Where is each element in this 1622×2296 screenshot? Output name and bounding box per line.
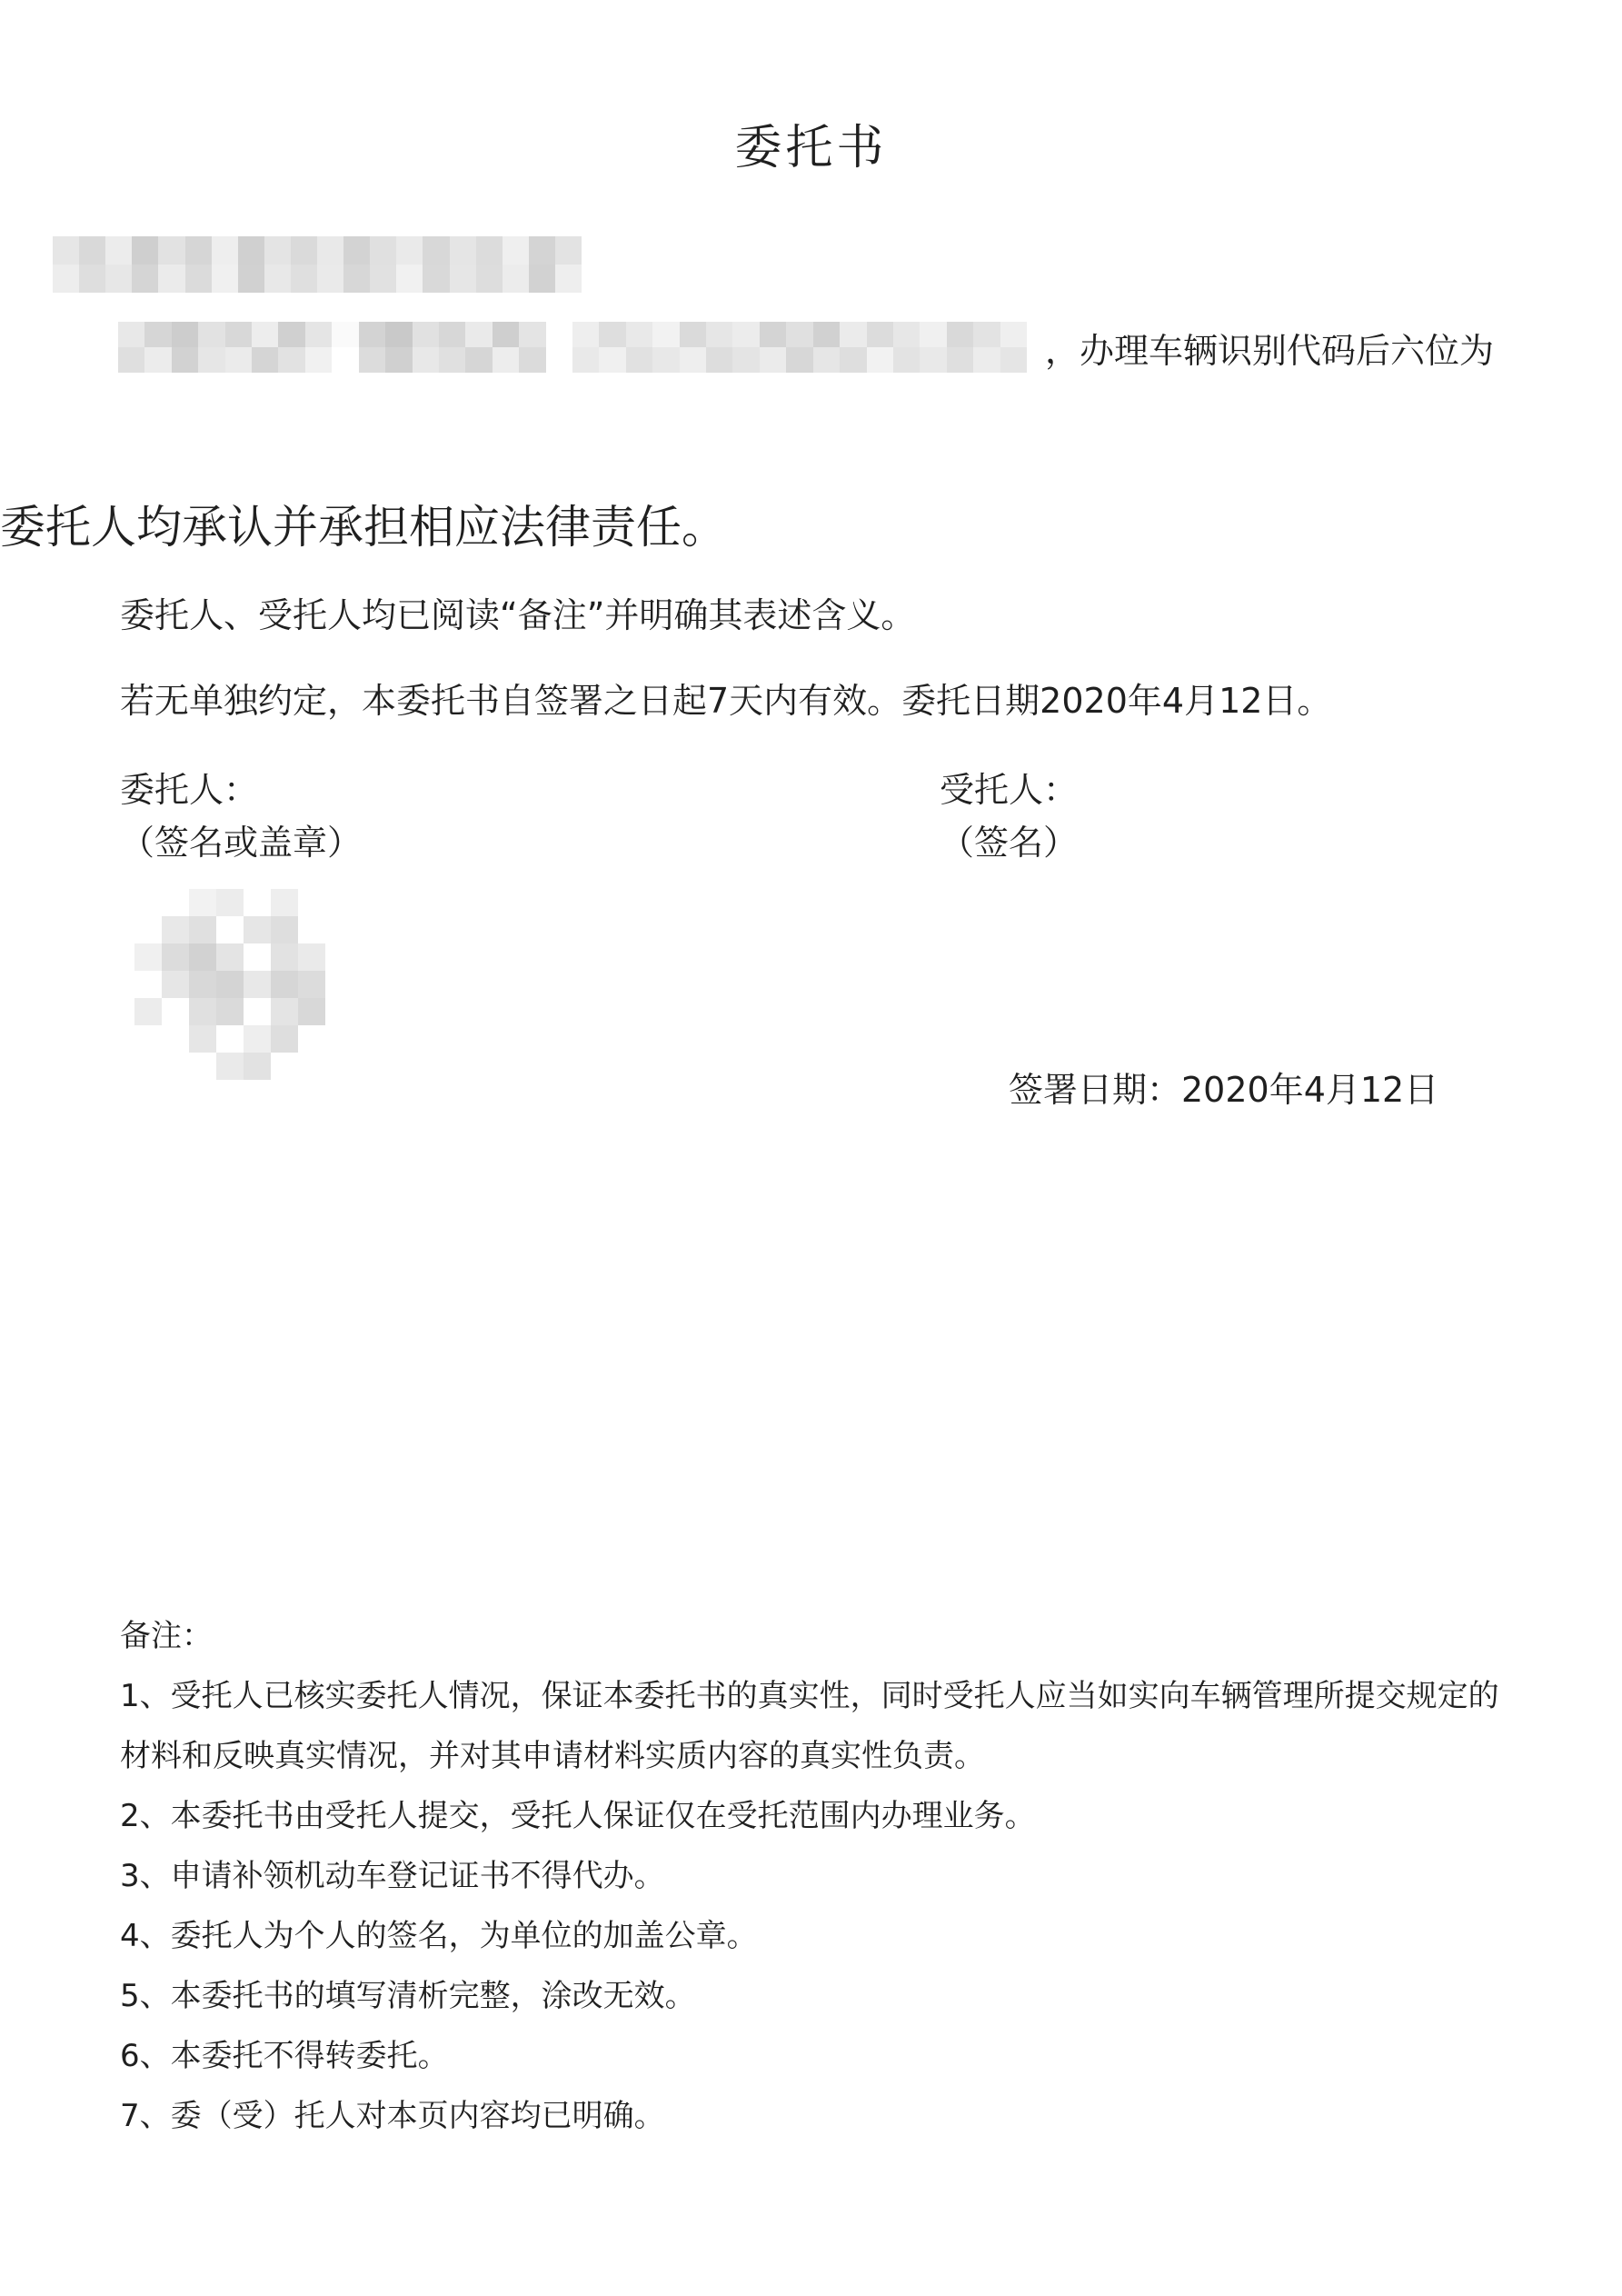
principal-label: 委托人：	[120, 770, 259, 810]
document-title: 委托书	[734, 121, 888, 175]
sign-date: 签署日期：2020年4月12日	[1009, 1070, 1439, 1110]
principal-hint: （签名或盖章）	[120, 823, 363, 863]
note-item: 4、委托人为个人的签名，为单位的加盖公章。	[120, 1918, 758, 1954]
liability-statement	[0, 491, 727, 556]
vin-line-text: ，办理车辆识别代码后六位为	[1045, 331, 1495, 371]
validity-paragraph: 若无单独约定，本委托书自签署之日起7天内有效。委托日期2020年4月12日。	[120, 681, 1332, 721]
note-item: 6、本委托不得转委托。	[120, 2038, 449, 2074]
agent-label: 受托人：	[940, 770, 1079, 810]
read-notes-paragraph: 委托人、受托人均已阅读“备注”并明确其表述含义。	[120, 595, 916, 635]
notes-heading: 备注：	[120, 1618, 213, 1654]
redacted-text-block	[53, 236, 582, 293]
note-item: 1、受托人已核实委托人情况，保证本委托书的真实性，同时受托人应当如实向车辆管理所提交规定的	[120, 1678, 1499, 1714]
note-item: 2、本委托书由受托人提交，受托人保证仅在受托范围内办理业务。	[120, 1798, 1036, 1834]
note-item: 3、申请补领机动车登记证书不得代办。	[120, 1858, 665, 1894]
redacted-text-block	[118, 322, 1027, 373]
agent-hint: （签名）	[940, 823, 1079, 863]
note-item: 7、委（受）托人对本页内容均已明确。	[120, 2098, 665, 2134]
liability-text: 委托人均承认并承担相应法律责任。	[0, 501, 727, 554]
note-item: 5、本委托书的填写清析完整，涂改无效。	[120, 1978, 696, 2014]
redacted-signature-image	[134, 889, 371, 1083]
note-item: 材料和反映真实情况，并对其申请材料实质内容的真实性负责。	[120, 1738, 985, 1774]
